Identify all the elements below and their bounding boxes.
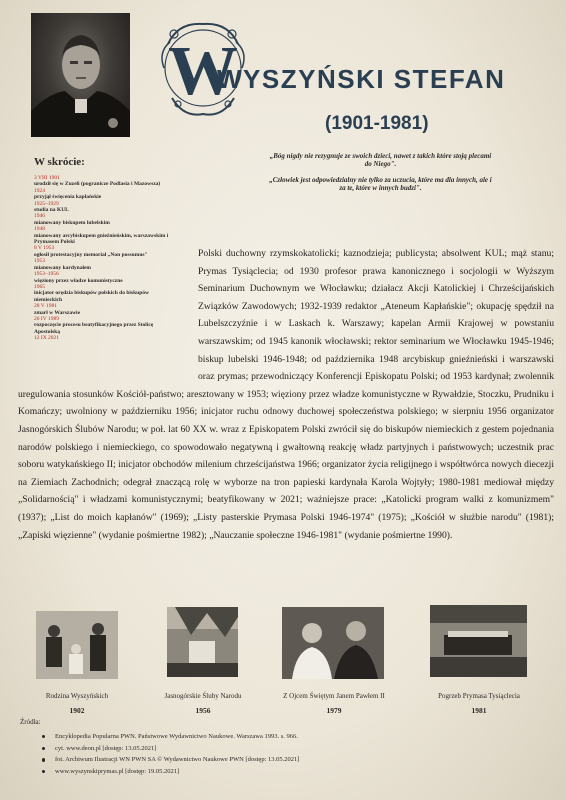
biography-container: [18, 245, 554, 544]
timeline-date: 12 IX 2021: [34, 335, 60, 342]
monogram-letter: W: [168, 33, 238, 110]
photo-caption: Pogrzeb Prymasa Tysiąclecia: [438, 692, 520, 700]
photo-year: 1979: [326, 706, 342, 715]
photo-caption: Rodzina Wyszyńskich: [45, 692, 109, 700]
timeline-date: 28 V 1981: [34, 303, 58, 310]
quote-2: „Człowiek jest odpowiedzialny nie tylko za uczucia, które ma dla innych, ale i za te, które w innych budzi".: [269, 176, 492, 192]
timeline-entry: [34, 226, 174, 245]
photo-year: 1981: [471, 706, 487, 715]
timeline-date: 1953–1956: [34, 271, 59, 278]
timeline-text: urodził się w Zuzeli (pogranicze Podlasia i Mazowsza): [34, 181, 161, 188]
timeline-text: studia na KUL: [34, 207, 69, 214]
timeline-text: mianowany kardynałem: [34, 264, 91, 271]
photo-year: 1902: [69, 706, 85, 715]
biography-text: Polski duchowny rzymskokatolicki; kaznodzieja; publicysta; absolwent KUL; mąż stanu; Prymas Tysiąclecia; od 1930 profesor prawa kanonicznego i socjologii w Wyższym Seminarium Duchownym we Włocławku; działacz Akcji Katolickiej i Chrześcijańskich Związków Zawodowych; 1932-1939 redaktor „Ateneum Kapłańskie"; okupację spędził na Lubelszczyźnie i w Laskach k. Warszawy; kapelan Armii Krajowej w powstaniu warszawskim; od 1945 kanonik włocławski; rektor seminarium we Włocławku 1945-1946; biskup lubelski 1946-1948; od października 1948 arcybiskup gnieźnieński i warszawski oraz prymas; przewodniczący Konferencji Episkopatu Polski; od 1953 kardynał; zwolennik uregulowania stosunków Kościół-państwo; aresztowany w 1953; więziony przez władze komunistyczne w Rywałdzie, Stoczku, Prudniku i Komańczy; uwolniony w październiku 1956; inicjator ruchu odnowy duchowej społeczeństwa polskiego; w sierpniu 1956 organizator Jasnogórskich Ślubów Narodu; w poł. lat 60 XX w. wraz z Episkopatem Polski zwrócił się do biskupów niemieckich z gestem pojednania narodów polskiego i niemieckiego, co spowodowało negatywną i gwałtowną reakcję władz partyjnych i państwowych; uczestnik prac soboru watykańskiego II; inicjator obchodów milenium chrześcijaństwa 1966; organizator życia religijnego i współtwórca nowych diecezji na Ziemiach Zachodnich; odegrał znaczącą rolę w wyborze na tron papieski kardynała Karola Wojtyły; 1980-1981 mediował między „Solidarnością" i władzami komunistycznymi; beatyfikowany w 2021; ważniejsze prace: „Katolicki program walki z komunizmem" (1937); „List do moich kapłanów" (1969); „Listy pasterskie Prymasa Polski 1946-1974" (1975); „Kościół w służbie narodu" (1981); „Zapiski więzienne" (wydanie pośmiertne 1982); „Nauczanie społeczne 1946-1981" (wydanie pośmiertne 1990).: [18, 248, 554, 541]
timeline-date: 1925–1929: [34, 200, 59, 207]
timeline-text: mianowany biskupem lubelskim: [34, 219, 110, 226]
summary-heading: W skrócie:: [34, 156, 85, 168]
timeline-text: przyjął święcenia kapłańskie: [34, 194, 102, 201]
photo-vows: [167, 607, 238, 677]
timeline-text: inicjator orędzia biskupów polskich do biskupów niemieckich: [34, 290, 149, 303]
timeline-entry: [34, 213, 174, 226]
source-item: cyt. www.deon.pl [dostęp: 13.05.2021]: [40, 743, 540, 755]
sources-heading: Źródła:: [20, 718, 41, 726]
timeline-date: 1965: [34, 283, 45, 290]
photo-family: [36, 611, 118, 679]
timeline-entry: [34, 201, 174, 214]
page-title: WYSZYŃSKI STEFAN: [217, 64, 506, 94]
photo-funeral: [430, 605, 527, 677]
timeline-spacer: [18, 245, 198, 385]
timeline-date: 26 IV 1989: [34, 315, 59, 322]
photo-caption: Jasnogórskie Śluby Narodu: [164, 692, 242, 700]
timeline-date: 1946: [34, 213, 45, 220]
timeline-date: 3 VIII 1901: [34, 175, 60, 181]
source-item: fot. Archiwum Ilustracji WN PWN SA © Wydawnictwo Naukowe PWN [dostęp: 13.05.2021]: [40, 754, 540, 766]
timeline-text: mianowany arcybiskupem gnieźnieńskim, warszawskim i Prymasem Polski: [34, 232, 169, 246]
sources-list: [40, 731, 540, 777]
source-item: Encyklopedia Popularna PWN. Państwowe Wydawnictwo Naukowe. Warszawa 1993. s. 966.: [40, 731, 540, 743]
timeline-date: 1924: [34, 187, 45, 194]
timeline-entry: [34, 188, 174, 201]
photo-caption: Z Ojcem Świętym Janem Pawłem II: [283, 692, 385, 700]
timeline-text: ogłosił protestacyjny memoriał „Non possumus": [34, 251, 148, 258]
timeline-text: zmarł w Warszawie: [34, 309, 81, 316]
photo-pope: [282, 607, 384, 679]
life-years: (1901-1981): [325, 113, 429, 134]
source-item: www.wyszynskiprymas.pl [dostęp: 19.05.2021]: [40, 766, 540, 778]
timeline-entry: [34, 175, 174, 188]
photo-year: 1956: [195, 706, 211, 715]
timeline-date: 1953: [34, 258, 45, 265]
portrait-photo: [31, 13, 130, 137]
quote-1: „Bóg nigdy nie rezygnuje ze swoich dzieci, nawet z takich które stoją plecami do Niego".: [269, 152, 492, 168]
timeline-text: więziony przez władze komunistyczne: [34, 277, 123, 284]
timeline-date: 8 V 1953: [34, 245, 55, 252]
timeline-text: rozpoczęcie procesu beatyfikacyjnego przez Stolicę Apostolską: [34, 322, 154, 335]
timeline-date: 1948: [34, 226, 45, 233]
photo-gallery: [0, 605, 566, 715]
